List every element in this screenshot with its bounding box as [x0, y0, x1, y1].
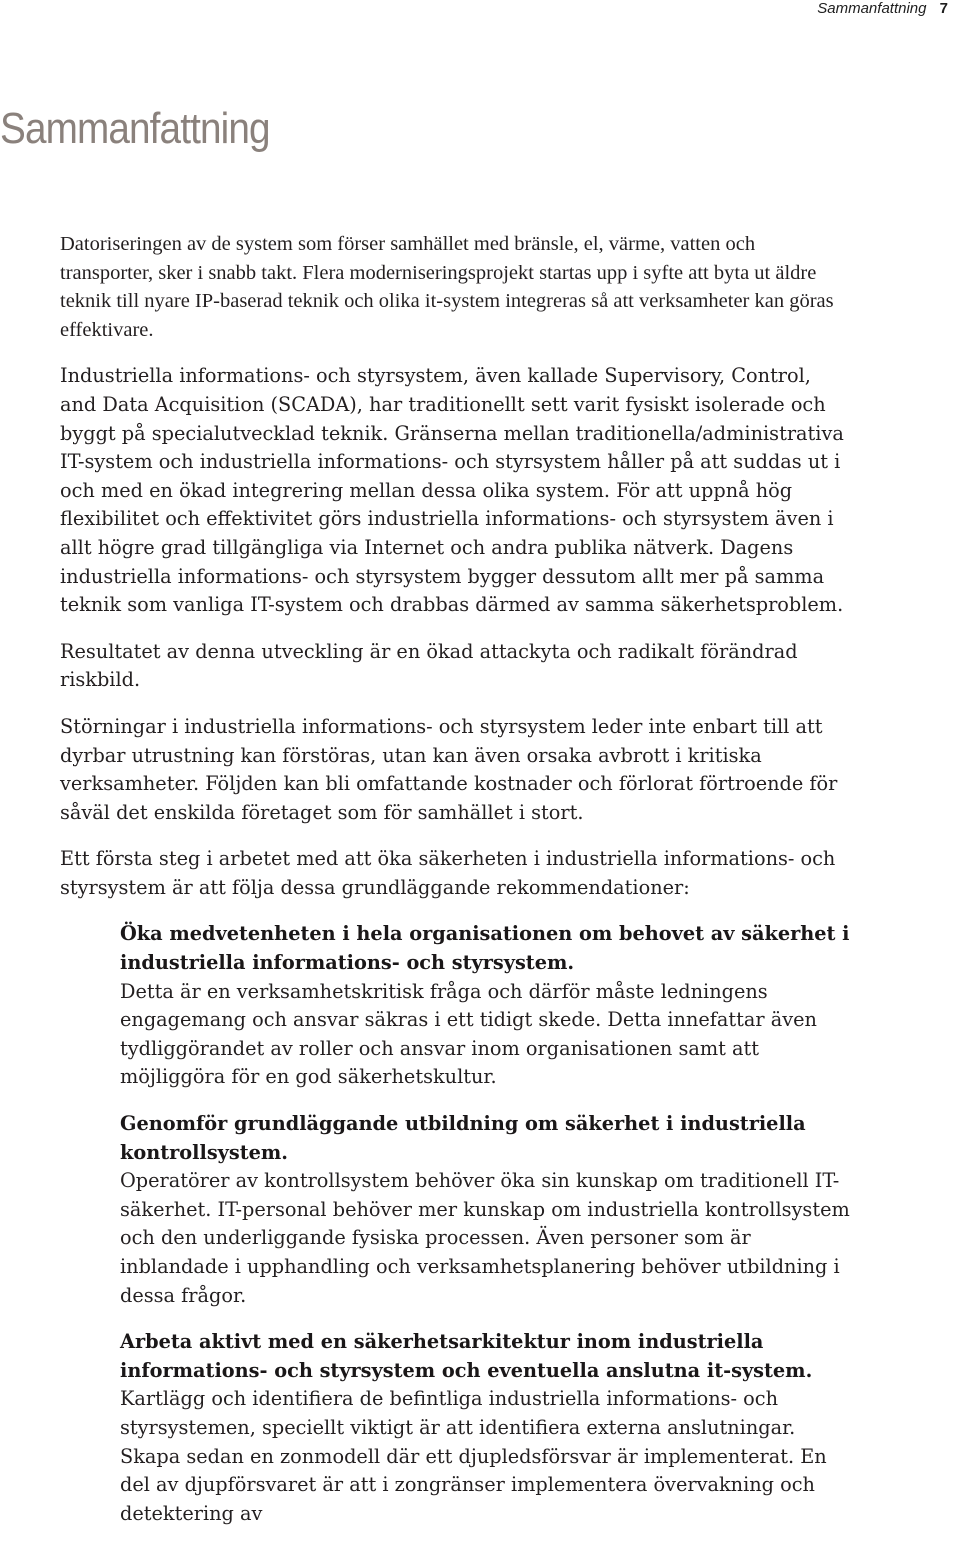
recommendation-list	[60, 920, 850, 1528]
paragraph-first-step: Ett första steg i arbetet med att öka säkerheten i industriella informations- och styrsystem är att följa dessa grundläggande rekommendationer:	[60, 847, 836, 899]
body-text	[60, 230, 850, 1546]
paragraph-result: Resultatet av denna utveckling är en ökad attackyta och radikalt förändrad riskbild.	[60, 639, 798, 692]
recommendation-text: Operatörer av kontrollsystem behöver öka sin kunskap om traditionell IT-säkerhet. IT-personal behöver mer kunskap om industriella kontrollsystem och den underliggande fysiska processen. Även personer som är inblandade i upphandling och verksamhetsplanering behöver utbildning i dessa frågor.	[120, 1169, 850, 1307]
page-number: 7	[939, 0, 948, 17]
recommendation-heading: Arbeta aktivt med en säkerhetsarkitektur inom industriella informations- och styrsystem och eventuella anslutna it-system.	[120, 1330, 813, 1382]
recommendation-heading: Genomför grundläggande utbildning om säkerhet i industriella kontrollsystem.	[120, 1112, 806, 1164]
paragraph-scada: Industriella informations- och styrsystem, även kallade Supervisory, Control, and Data Acquisition (SCADA), har traditionellt sett varit fysiskt isolerade och byggt på specialutvecklad teknik. Gränserna mellan traditionella/administrativa IT-system och industriella informations- och styrsystem håller på att suddas ut i och med en ökad integrering mellan dessa olika system. För att uppnå hög flexibilitet och effektivitet görs industriella informations- och styrsystem även i allt högre grad tillgängliga via Internet och andra publika nätverk. Dagens industriella informations- och styrsystem bygger dessutom allt mer på samma teknik som vanliga IT-system och drabbas därmed av samma säkerhetsproblem.	[60, 364, 844, 617]
recommendation-heading: Öka medvetenheten i hela organisationen om behovet av säkerhet i industriella informations- och styrsystem.	[120, 922, 850, 975]
paragraph-intro: Datoriseringen av de system som förser samhället med bränsle, el, värme, vatten och transporter, sker i snabb takt. Flera moderniseringsprojekt startas upp i syfte att byta ut äldre teknik till nyare IP-baserad teknik och olika it-system integreras så att verksamheter kan göras effektivare.	[60, 233, 834, 341]
recommendation-item	[120, 920, 850, 1092]
running-header	[817, 0, 948, 17]
paragraph-disruptions: Störningar i industriella informations- och styrsystem leder inte enbart till att dyrbar utrustning kan förstöras, utan kan även orsaka avbrott i kritiska verksamheter. Följden kan bli omfattande kostnader och förlorat förtroende för såväl det enskilda företaget som för samhället i stort.	[60, 714, 838, 824]
recommendation-text: Kartlägg och identifiera de befintliga industriella informations- och styrsystemen, speciellt viktigt är att identifiera externa anslutningar. Skapa sedan en zonmodell där ett djupledsförsvar är implementerat. En del av djupförsvaret är att i zongränser implementera övervakning och detektering av	[120, 1387, 827, 1525]
recommendation-item	[120, 1110, 850, 1310]
recommendation-item	[120, 1328, 850, 1528]
page-title: Sammanfattning	[0, 104, 270, 153]
recommendation-text: Detta är en verksamhetskritisk fråga och därför måste ledningens engagemang och ansvar säkras i ett tidigt skede. Detta innefattar även tydliggörandet av roller och ansvar inom organisationen samt att möjliggöra för en god säkerhetskultur.	[120, 979, 817, 1089]
running-header-section: Sammanfattning	[817, 0, 927, 17]
